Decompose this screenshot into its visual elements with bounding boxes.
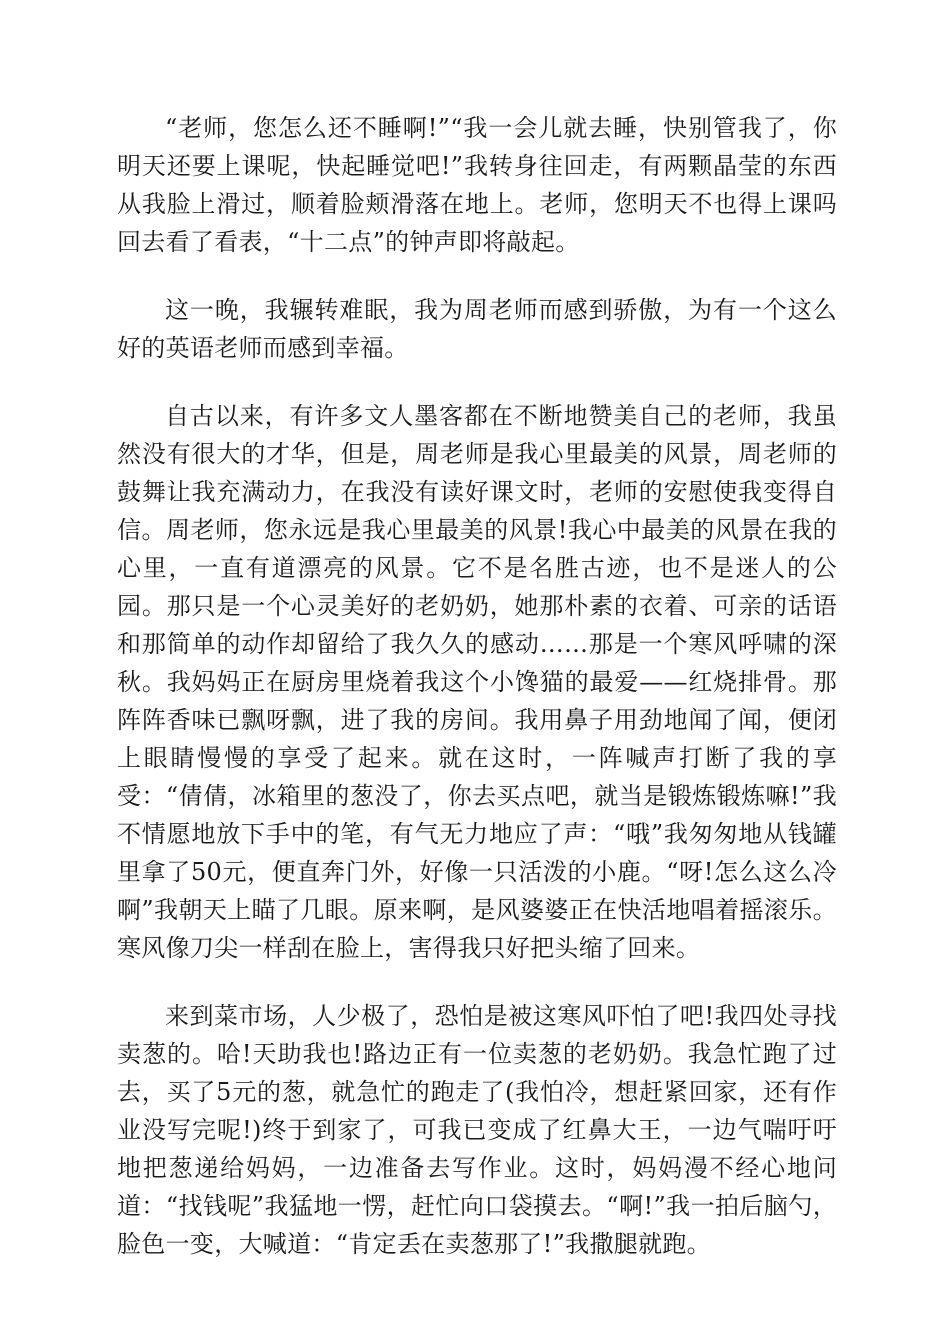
paragraph-2: 这一晚，我辗转难眠，我为周老师而感到骄傲，为有一个这么好的英语老师而感到幸福。 bbox=[117, 296, 837, 362]
paragraph-3: 自古以来，有许多文人墨客都在不断地赞美自己的老师，我虽然没有很大的才华，但是，周老师是我心里最美的风景，周老师的鼓舞让我充满动力，在我没有读好课文时，老师的安慰使我变得自信。周老师，您永远是我心里最美的风景!我心中最美的风景在我的心里，一直有道漂亮的风景。它不是名胜古迹，也不是迷人的公园。那只是一个心灵美好的老奶奶，她那朴素的衣着、可亲的话语和那简单的动作却留给了我久久的感动……那是一个寒风呼啸的深秋。我妈妈正在厨房里烧着我这个小馋猫的最爱——红烧排骨。那阵阵香味已飘呀飘，进了我的房间。我用鼻子用劲地闻了闻，便闭上眼睛慢慢的享受了起来。就在这时，一阵喊声打断了我的享受：“倩倩，冰箱里的葱没了，你去买点吧，就当是锻炼锻炼嘛!”我不情愿地放下手中的笔，有气无力地应了声：“哦”我匆匆地从钱罐里拿了50元，便直奔门外，好像一只活泼的小鹿。“呀!怎么这么冷啊”我朝天上瞄了几眼。原来啊，是风婆婆正在快活地唱着摇滚乐。寒风像刀尖一样刮在脸上，害得我只好把头缩了回来。 bbox=[117, 402, 837, 962]
paragraph-1: “老师，您怎么还不睡啊!”“我一会儿就去睡，快别管我了，你明天还要上课呢，快起睡觉吧!”我转身往回走，有两颗晶莹的东西从我脸上滑过，顺着脸颊滑落在地上。老师，您明天不也得上课吗回去看了看表，“十二点”的钟声即将敲起。 bbox=[117, 114, 837, 256]
paragraph-4: 来到菜市场，人少极了，恐怕是被这寒风吓怕了吧!我四处寻找卖葱的。哈!天助我也!路边正有一位卖葱的老奶奶。我急忙跑了过去，买了5元的葱，就急忙的跑走了(我怕冷，想赶紧回家，还有作业没写完呢!)终于到家了，可我已变成了红鼻大王，一边气喘吁吁地把葱递给妈妈，一边准备去写作业。这时，妈妈漫不经心地问道：“找钱呢”我猛地一愣，赶忙向口袋摸去。“啊!”我一拍后脑勺，脸色一变，大喊道：“肯定丢在卖葱那了!”我撒腿就跑。 bbox=[117, 1002, 837, 1258]
document-body bbox=[117, 109, 837, 1293]
